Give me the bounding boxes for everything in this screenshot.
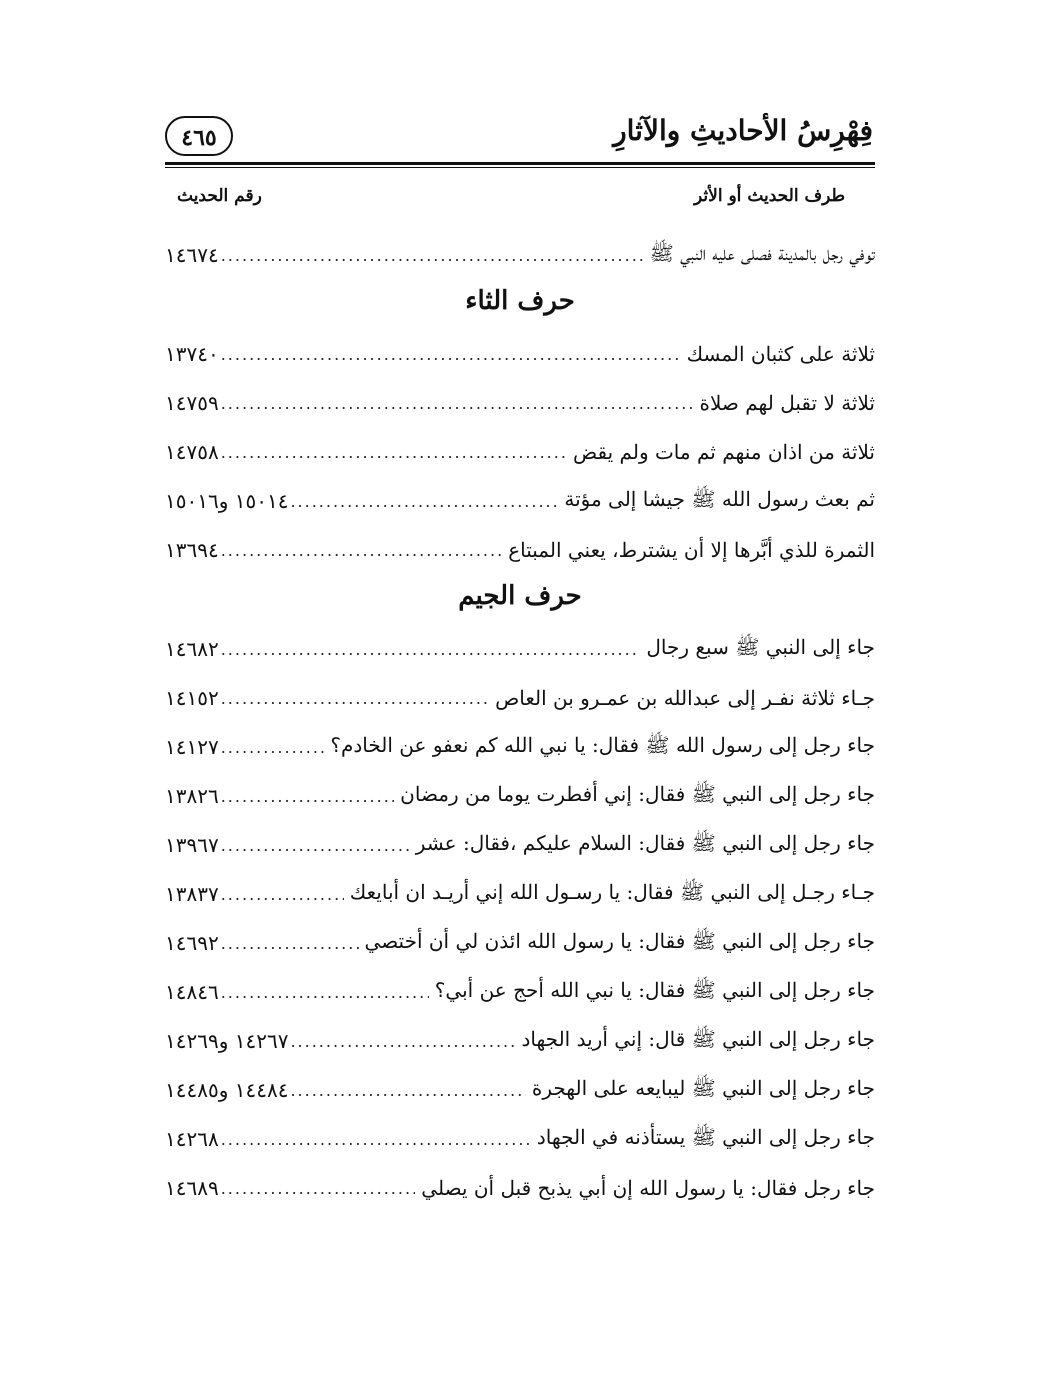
entry-text: جاء رجل فقال: يا رسول الله إن أبي يذبح قبل أن يصلي [421,1176,875,1200]
index-entry [165,629,875,669]
dot-leader [221,1130,531,1149]
entry-text: جاء رجل إلى النبي ﷺ فقال: السلام عليكم ،فقال: عشر [415,830,875,855]
entry-text: ثلاثة لا تقبل لهم صلاة [699,391,875,415]
index-entry [165,1021,875,1061]
index-entry [165,825,875,865]
index-entry [165,432,875,472]
entry-text: ثلاثة على كثبان المسك [686,342,875,366]
dot-leader [221,541,502,560]
hadith-number: ١٤٧٥٩ [165,391,219,415]
index-entry [165,235,875,275]
dot-leader [290,1032,515,1051]
hadith-number: ١٤٢٦٨ [165,1127,219,1151]
index-entry [165,383,875,423]
header-rule-thick [165,162,875,165]
entry-text: ثلاثة من اذان منهم ثم مات ولم يقض [573,440,875,464]
dot-leader [221,246,644,265]
dot-leader [221,1179,416,1198]
dot-leader [221,689,489,708]
dot-leader [221,443,567,462]
entry-text: جاء رجل إلى النبي ﷺ يستأذنه في الجهاد [536,1124,875,1149]
hadith-number: ١٣٨٣٧ [165,882,219,906]
index-list [165,235,875,1208]
dot-leader [221,640,641,659]
dot-leader [221,345,681,364]
entry-text: جاء رجل إلى النبي ﷺ فقال: إني أفطرت يوما من رمضان [400,781,875,806]
column-header-entry: طرف الحديث أو الأثر [694,186,845,206]
hadith-number: ١٤٦٩٢ [165,931,219,955]
dot-leader [221,983,429,1002]
section-heading: حرف الثاء [465,286,575,316]
hadith-number: ١٤٦٨٩ [165,1176,219,1200]
column-header-number: رقم الحديث [177,186,262,206]
hadith-number: ١٣٨٢٦ [165,784,219,808]
running-title: فِهْرِسُ الأحاديثِ والآثارِ [613,114,873,147]
entry-text: جاء رجل إلى النبي ﷺ فقال: يا نبي الله أحج عن أبي؟ [434,977,875,1002]
hadith-number: ١٣٦٩٤ [165,538,219,562]
entry-text: جاء رجل إلى رسول الله ﷺ فقال: يا نبي الله كم نعفو عن الخادم؟ [330,732,875,757]
entry-text: الثمرة للذي أبَّرها إلا أن يشترط، يعني المبتاع [508,538,875,562]
entry-text: ثم بعث رسول الله ﷺ جيشا إلى مؤتة [564,486,875,511]
index-entry [165,923,875,963]
hadith-number: ١٤٨٤٦ [165,980,219,1004]
section-heading: حرف الجيم [458,581,582,611]
index-entry [165,972,875,1012]
dot-leader [290,1081,525,1100]
dot-leader [221,885,344,904]
dot-leader [221,738,325,757]
entry-text: جاء إلى النبي ﷺ سبع رجال [646,634,875,659]
dot-leader [221,787,394,806]
hadith-number: ١٤٦٨٢ [165,637,219,661]
index-entry [165,530,875,570]
index-entry [165,334,875,374]
page-number-badge: ٤٦٥ [165,116,233,156]
entry-text: جاء رجل إلى النبي ﷺ ليبايعه على الهجرة [531,1075,875,1100]
index-entry [165,776,875,816]
index-entry [165,874,875,914]
index-entry [165,1070,875,1110]
dot-leader [221,934,359,953]
index-entry [165,1119,875,1159]
dot-leader [290,492,558,511]
hadith-number: ١٣٩٦٧ [165,833,219,857]
hadith-number: ١٤٦٧٤ [165,243,219,267]
hadith-number: ١٣٧٤٠ [165,342,219,366]
page-header [165,108,875,168]
hadith-number: ١٥٠١٤ و١٥٠١٦ [165,489,289,513]
hadith-number: ١٤١٥٢ [165,686,219,710]
index-page [165,108,875,1338]
header-rule-thin [165,167,875,168]
index-entry [165,481,875,521]
entry-text: جـاء ثلاثة نفـر إلى عبدالله بن عمـرو بن العاص [495,686,875,710]
entry-text: جاء رجل إلى النبي ﷺ فقال: يا رسول الله ائذن لي أن أختصي [364,928,875,953]
hadith-number: ١٤٢٦٧ و١٤٢٦٩ [165,1029,289,1053]
hadith-number: ١٤٤٨٤ و١٤٤٨٥ [165,1078,289,1102]
hadith-number: ١٤٧٥٨ [165,440,219,464]
entry-text: جاء رجل إلى النبي ﷺ قال: إني أريد الجهاد [521,1026,875,1051]
index-entry [165,678,875,718]
index-entry [165,727,875,767]
entry-text: جـاء رجـل إلى النبي ﷺ فقال: يا رسـول الله إني أريـد ان أبايعك [349,879,875,904]
dot-leader [221,836,410,855]
entry-text: توفي رجل بالمدينة فصلى عليه النبي ﷺ [649,240,875,265]
column-headers [165,178,875,226]
index-entry [165,1168,875,1208]
dot-leader [221,394,694,413]
hadith-number: ١٤١٢٧ [165,735,219,759]
